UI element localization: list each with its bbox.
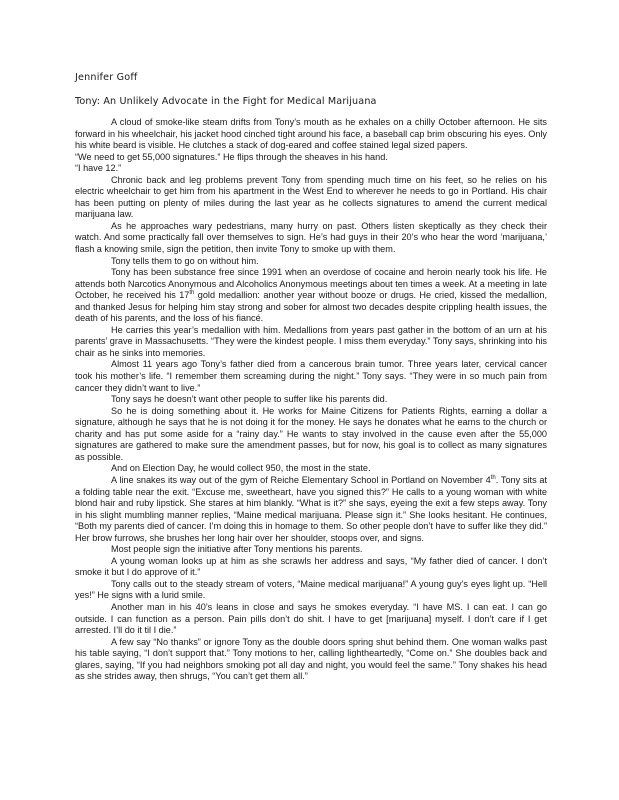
paragraph: And on Election Day, he would collect 950, the most in the state. — [111, 463, 371, 474]
paragraph: “I have 12.” — [75, 163, 122, 174]
paragraph: A few say “No thanks” or ignore Tony as the double doors spring shut behind them. One woman walks past his table saying, “I don’t support that.” Tony motions to her, calling lightheartedly, “Come on.” She doubles back and glares, saying, “If you had neighbors smoking pot all day and night, you would feel the same.” Tony shakes his head as she strides away, then shrugs, “You can’t get them all.” — [75, 636, 547, 682]
paragraph: Most people sign the initiative after Tony mentions his parents. — [111, 544, 363, 555]
paragraph: Almost 11 years ago Tony’s father died from a cancerous brain tumor. Three years later, cervical cancer took his mother’s life. “I remember them screaming during the night.” Tony says. “They were in so much pain from cancer they didn’t want to live.” — [75, 359, 547, 393]
paragraph: So he is doing something about it. He works for Maine Citizens for Patients Rights, earning a dollar a signature, although he says that he is not doing it for the money. He says he donates what he earns to the church or charity and has put some aside for a “rainy day.” He wants to stay involved in the cause even after the 55,000 signatures are gathered to make sure the amendment passes, but for now, his goal is to collect as many signatures as possible. — [75, 405, 547, 462]
paragraph: A young woman looks up at him as she scrawls her address and says, “My father died of cancer. I don’t smoke it but I do approve of it.” — [75, 555, 547, 578]
superscript: th — [189, 290, 195, 297]
paragraph: As he approaches wary pedestrians, many hurry on past. Others listen skeptically as they check their watch. And some practically fall over themselves to sign. He’s had guys in their 20’s who hear the word ‘marijuana,’ flash a knowing smile, sign the petition, then invite Tony to smoke up with them. — [75, 220, 547, 255]
paragraph: Chronic back and leg problems prevent Tony from spending much time on his feet, so he relies on his electric wheelchair to get him from his apartment in the West End to wherever he needs to go in Portland. His chair has been putting on plenty of miles during the last year as he collects signatures to amend the current medical marijuana law. — [75, 174, 547, 220]
paragraph: Tony calls out to the steady stream of voters, “Maine medical marijuana!” A young guy’s eyes light up. “Hell yes!” He signs with a lurid smile. — [75, 578, 547, 601]
paragraph: “We need to get 55,000 signatures.” He flips through the sheaves in his hand. — [75, 151, 388, 162]
author-name: Jennifer Goff — [75, 72, 138, 83]
paragraph: Tony has been substance free since 1991 when an overdose of cocaine and heroin nearly took his life. He attends both Narcotics Anonymous and Alcoholics Anonymous meetings about ten times a week. At a meeting in late October, he received his 17th gold medallion: another year without booze or drugs. He cried, kissed the medallion, and thanked Jesus for helping him stay strong and sober for almost two decades despite crippling health issues, the death of his parents, and the loss of his fiancé. — [75, 267, 547, 324]
paragraph: Tony tells them to go on without him. — [111, 255, 259, 266]
paragraph: Another man in his 40’s leans in close and says he smokes everyday. “I have MS. I can eat. I can go outside. I can function as a person. Pain pills don’t do shit. I have to get [marijuana] myself. I don’t care if I get arrested. I’ll do it til I die.” — [75, 601, 547, 636]
article-body — [75, 117, 547, 683]
paragraph: He carries this year’s medallion with him. Medallions from years past gather in the bottom of an urn at his parents’ grave in Massachusetts. “They were the kindest people. I miss them everyday.” Tony says, shrinking into his chair as he sinks into memories. — [75, 324, 547, 358]
paragraph: A line snakes its way out of the gym of Reiche Elementary School in Portland on November 4th. Tony sits at a folding table near the exit. “Excuse me, sweetheart, have you signed this?” He calls to a young woman with white blond hair and ruby lipstick. She stares at him blankly. “What is it?” she says, eyeing the exit a few steps away. Tony in his slight mumbling manner replies, “Maine medical marijuana. Please sign it.” She looks hesitant. He continues, “Both my parents died of cancer. I’m doing this in homage to them. So other people don’t have to suffer like they did.” Her brow furrows, she brushes her long hair over her shoulder, stoops over, and signs. — [75, 474, 548, 543]
article-title: Tony: An Unlikely Advocate in the Fight for Medical Marijuana — [75, 96, 377, 107]
paragraph: Tony says he doesn’t want other people to suffer like his parents did. — [111, 394, 388, 405]
paragraph: A cloud of smoke-like steam drifts from Tony’s mouth as he exhales on a chilly October afternoon. He sits forward in his wheelchair, his jacket hood cinched tight around his face, a baseball cap brim obscuring his eyes. Only his white beard is visible. He clutches a stack of dog-eared and coffee stained legal sized papers. — [75, 117, 547, 151]
superscript: th — [490, 474, 496, 481]
